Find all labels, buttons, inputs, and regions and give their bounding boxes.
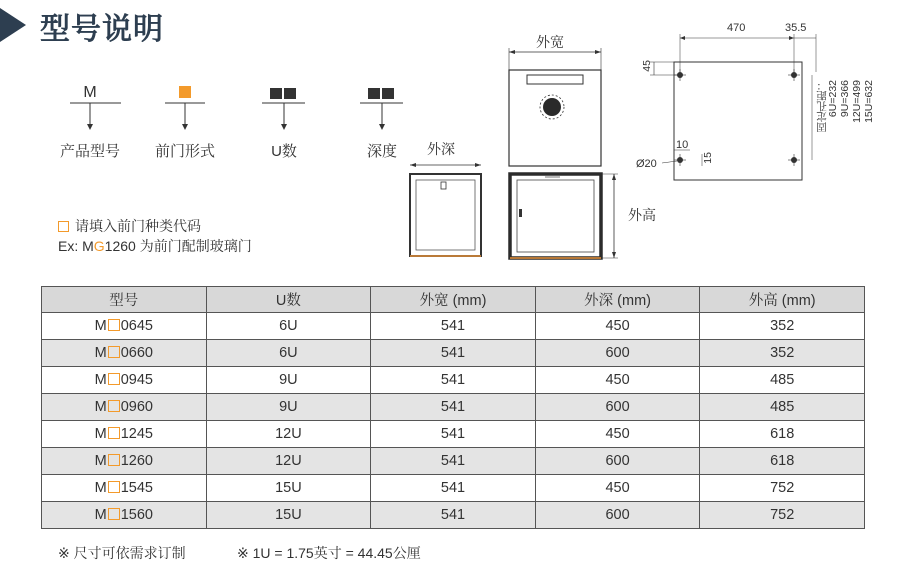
- cell-model: [42, 475, 207, 502]
- cell-u: 9U: [206, 367, 371, 394]
- orange-square-icon: [108, 454, 120, 466]
- code-arrows: [0, 0, 420, 140]
- header-u: U数: [206, 287, 371, 313]
- table-row: [42, 421, 865, 448]
- cell-width: 541: [371, 502, 536, 529]
- code-label-depth: 深度: [366, 143, 397, 160]
- dim-15: 15: [702, 152, 714, 164]
- legend-text: 请填入前门种类代码: [75, 218, 201, 234]
- dim-470: 470: [727, 22, 746, 34]
- cell-model: [42, 313, 207, 340]
- model-prefix: M: [94, 372, 107, 388]
- code-label-u: U数: [271, 143, 297, 160]
- model-code: 1245: [120, 426, 153, 442]
- spec-table: [41, 286, 865, 529]
- model-prefix: M: [94, 345, 107, 361]
- header-width: 外宽 (mm): [371, 287, 536, 313]
- orange-square-icon: [108, 373, 120, 385]
- cell-depth: 450: [535, 421, 700, 448]
- cell-height: 485: [700, 394, 865, 421]
- model-code: 1545: [120, 480, 153, 496]
- cell-height: 352: [700, 340, 865, 367]
- table-row: [42, 448, 865, 475]
- side-depth-label: 外深: [427, 141, 455, 157]
- example-prefix: Ex: M: [58, 238, 94, 254]
- orange-square-icon: [108, 319, 120, 331]
- hole-spacing-notes: [814, 80, 894, 190]
- cell-width: 541: [371, 475, 536, 502]
- cell-u: 12U: [206, 448, 371, 475]
- table-row: [42, 367, 865, 394]
- cell-depth: 600: [535, 340, 700, 367]
- orange-square-icon: [108, 481, 120, 493]
- model-code: 0660: [120, 345, 153, 361]
- cell-u: 15U: [206, 502, 371, 529]
- code-label-product: 产品型号: [59, 143, 120, 160]
- cell-depth: 600: [535, 502, 700, 529]
- header-depth: 外深 (mm): [535, 287, 700, 313]
- top-view-drawing: [509, 48, 601, 166]
- dim-35-5: 35.5: [785, 22, 807, 34]
- orange-square-icon: [108, 400, 120, 412]
- cell-width: 541: [371, 394, 536, 421]
- cell-height: 618: [700, 421, 865, 448]
- table-row: [42, 313, 865, 340]
- hole-6u: 6U=232: [827, 80, 839, 118]
- cell-model: [42, 421, 207, 448]
- cell-depth: 450: [535, 367, 700, 394]
- model-prefix: M: [94, 399, 107, 415]
- cell-u: 6U: [206, 313, 371, 340]
- header-model: 型号: [42, 287, 207, 313]
- footnote-custom: ※ 尺寸可依需求订制: [58, 545, 186, 561]
- cell-height: 752: [700, 502, 865, 529]
- cell-depth: 450: [535, 313, 700, 340]
- orange-square-icon: [108, 346, 120, 358]
- side-view-drawing: [410, 163, 481, 256]
- hole-12u: 12U=499: [851, 80, 863, 123]
- hole-9u: 9U=366: [839, 80, 851, 118]
- model-code: 0645: [120, 318, 153, 334]
- mounting-plate-drawing: [650, 34, 816, 180]
- cell-model: [42, 367, 207, 394]
- cell-width: 541: [371, 313, 536, 340]
- hole-15u: 15U=632: [863, 80, 875, 123]
- cell-model: [42, 448, 207, 475]
- cell-u: 15U: [206, 475, 371, 502]
- legend-note: [58, 216, 201, 236]
- cell-u: 9U: [206, 394, 371, 421]
- example-suffix: 1260 为前门配制玻璃门: [104, 238, 252, 254]
- example-highlight: G: [93, 238, 105, 254]
- model-prefix: M: [94, 426, 107, 442]
- cell-height: 752: [700, 475, 865, 502]
- table-row: [42, 340, 865, 367]
- table-header-row: [42, 287, 865, 313]
- cell-height: 485: [700, 367, 865, 394]
- code-symbol-m: M: [83, 84, 97, 101]
- cell-depth: 600: [535, 394, 700, 421]
- model-prefix: M: [94, 507, 107, 523]
- table-row: [42, 475, 865, 502]
- example-text: [58, 236, 252, 256]
- model-prefix: M: [94, 480, 107, 496]
- cell-depth: 600: [535, 448, 700, 475]
- cell-height: 352: [700, 313, 865, 340]
- cell-width: 541: [371, 421, 536, 448]
- header-height: 外高 (mm): [700, 287, 865, 313]
- model-code: 1560: [120, 507, 153, 523]
- cell-model: [42, 502, 207, 529]
- cell-width: 541: [371, 367, 536, 394]
- front-view-drawing: [510, 174, 618, 258]
- front-width-label: 外宽: [536, 34, 564, 50]
- cell-model: [42, 394, 207, 421]
- cell-u: 12U: [206, 421, 371, 448]
- model-code: 0960: [120, 399, 153, 415]
- footnote-unit: ※ 1U = 1.75英寸 = 44.45公厘: [237, 545, 421, 561]
- page-title: 型号说明: [40, 13, 164, 46]
- model-prefix: M: [94, 453, 107, 469]
- dim-10: 10: [676, 139, 689, 151]
- cell-height: 618: [700, 448, 865, 475]
- cell-width: 541: [371, 448, 536, 475]
- cell-depth: 450: [535, 475, 700, 502]
- hole-spacing-title: 固定孔距：: [816, 80, 828, 133]
- dim-d20: Ø20: [636, 158, 657, 170]
- dim-45: 45: [641, 60, 653, 72]
- orange-square-icon: [108, 427, 120, 439]
- height-label: 外高: [628, 207, 656, 223]
- cell-u: 6U: [206, 340, 371, 367]
- model-code: 1260: [120, 453, 153, 469]
- code-label-door: 前门形式: [154, 143, 215, 160]
- cell-width: 541: [371, 340, 536, 367]
- model-prefix: M: [94, 318, 107, 334]
- orange-square-icon: [108, 508, 120, 520]
- table-row: [42, 394, 865, 421]
- orange-square-icon: [58, 221, 69, 232]
- cell-model: [42, 340, 207, 367]
- model-code: 0945: [120, 372, 153, 388]
- table-row: [42, 502, 865, 529]
